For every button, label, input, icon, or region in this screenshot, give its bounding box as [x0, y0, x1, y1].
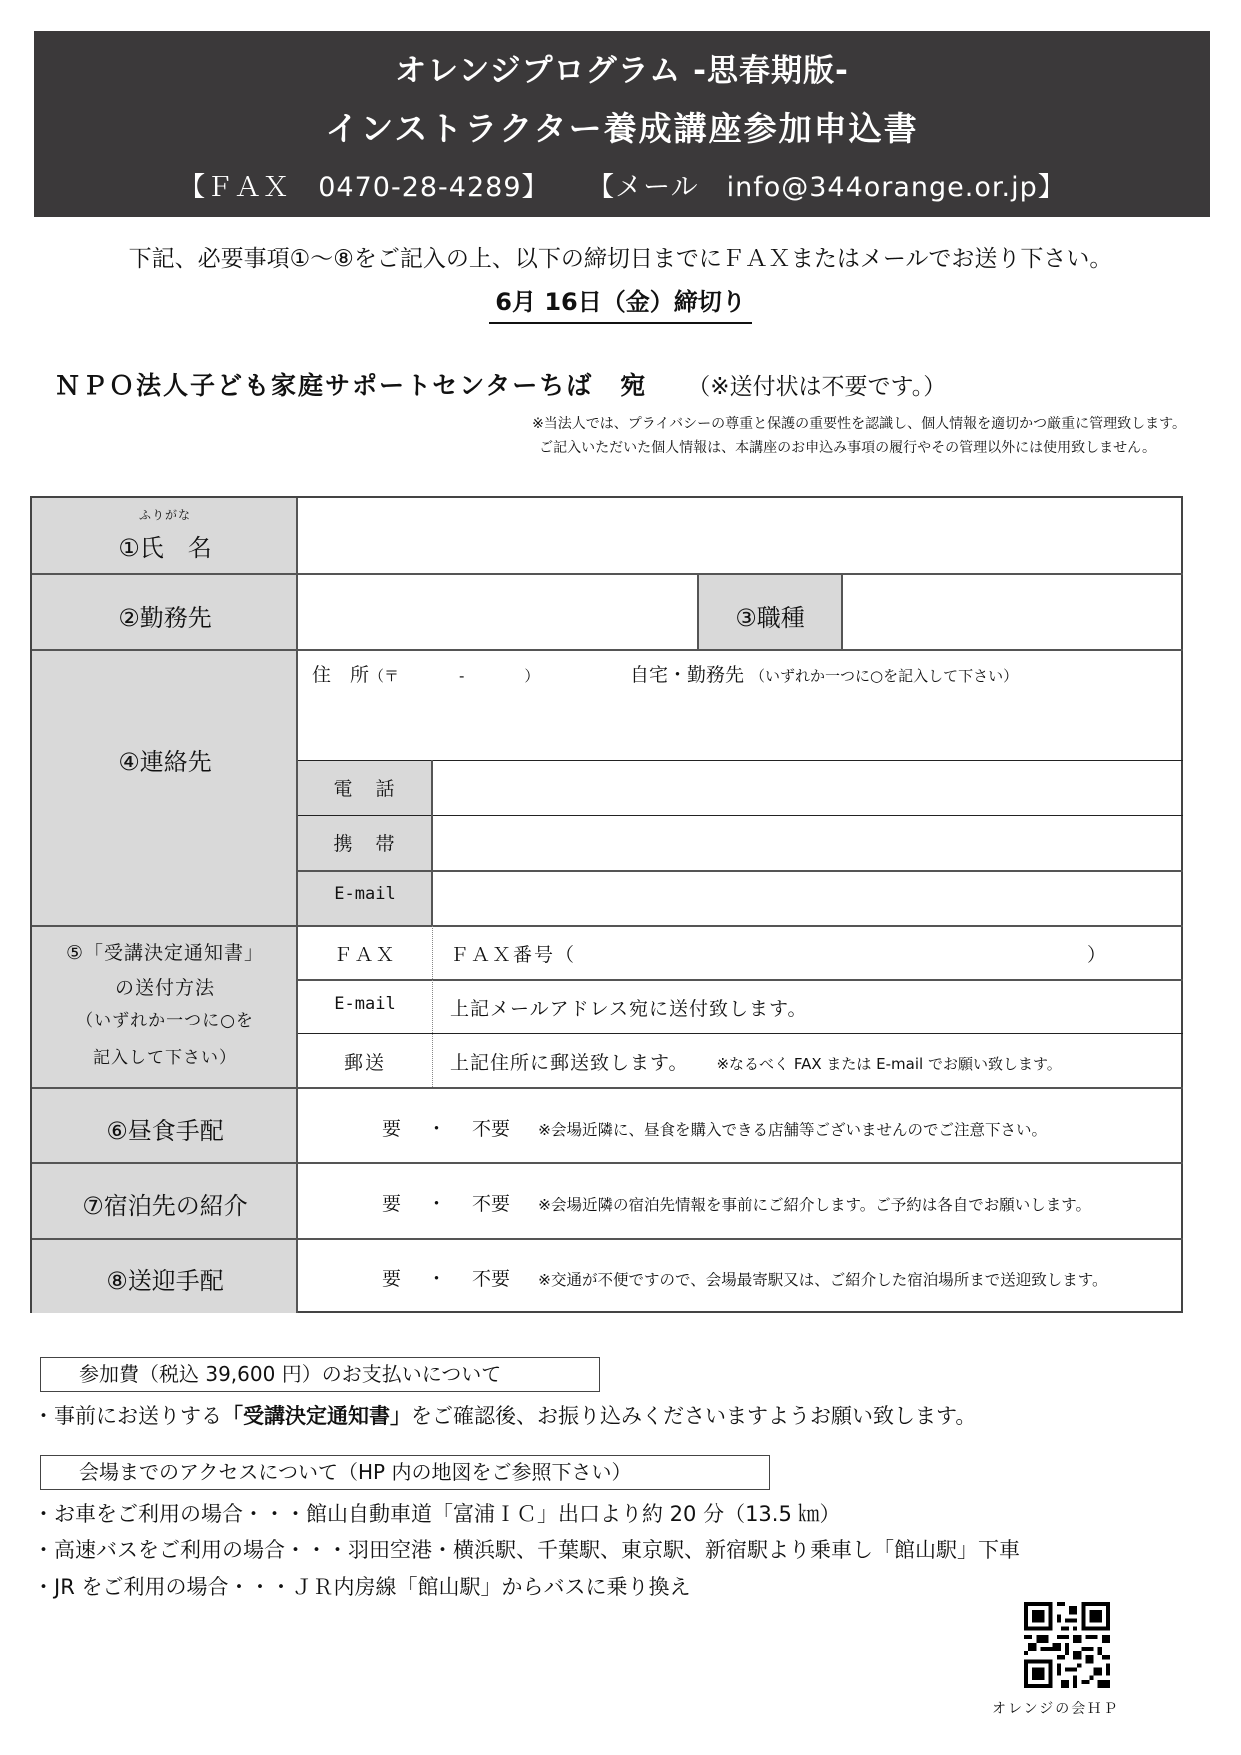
- row-divider: [32, 1162, 1183, 1164]
- separator: ・: [427, 1118, 447, 1140]
- lunch-label: ⑥昼食手配: [106, 1117, 224, 1145]
- delivery-label-1: ⑤「受講決定通知書」: [65, 942, 265, 964]
- addressee: [55, 366, 946, 402]
- home-work-note: （いずれか一つに○を記入して下さい）: [750, 667, 1019, 685]
- payment-line-suffix: をご確認後、お振り込みくださいますようお願い致します。: [411, 1404, 977, 1428]
- access-line-bus: ・高速バスをご利用の場合・・・羽田空港・横浜駅、千葉駅、東京駅、新宿駅より乗車し「館山駅」下車: [33, 1538, 1020, 1562]
- fax-number-field[interactable]: ＦＡＸ番号（: [450, 944, 577, 966]
- delivery-label-2: の送付方法: [114, 977, 215, 999]
- email-input[interactable]: [434, 871, 1183, 925]
- postal-code-field[interactable]: （〒 - ）: [369, 667, 540, 685]
- header-banner: [34, 31, 1210, 217]
- email-address[interactable]: 【メール info@344orange.or.jp】: [587, 172, 1066, 203]
- addressee-note: （※送付状は不要です。）: [687, 374, 947, 400]
- row-divider: [298, 1033, 1183, 1034]
- name-label: ①氏 名: [118, 534, 212, 562]
- access-line-car: ・お車をご利用の場合・・・館山自動車道「富浦ＩＣ」出口より約 20 分（13.5 ㎞）: [33, 1502, 841, 1526]
- contact-label: ④連絡先: [118, 748, 212, 776]
- phone-label: 電 話: [333, 778, 397, 800]
- transport-yes[interactable]: 要: [382, 1268, 402, 1290]
- title-line-2: インストラクター養成講座参加申込書: [325, 109, 919, 148]
- address-label: 住 所: [312, 664, 370, 686]
- workplace-input[interactable]: [298, 575, 696, 649]
- furigana-label: ふりがな: [138, 508, 191, 522]
- qr-code-icon[interactable]: [1024, 1602, 1110, 1688]
- deadline: [0, 282, 1241, 317]
- delivery-label-4: 記入して下さい）: [93, 1048, 237, 1068]
- delivery-mail-main: 上記住所に郵送致します。: [450, 1052, 689, 1074]
- qr-caption: オレンジの会ＨＰ: [992, 1701, 1120, 1717]
- email-label: E-mail: [334, 884, 396, 904]
- fax-number-close: ）: [1087, 944, 1107, 966]
- payment-line: [33, 1400, 976, 1430]
- mobile-label: 携 帯: [333, 833, 397, 855]
- application-form: [30, 496, 1183, 1313]
- workplace-label: ②勤務先: [118, 604, 212, 632]
- mobile-input[interactable]: [434, 816, 1183, 870]
- delivery-mail-note: ※なるべく FAX または E-mail でお願い致します。: [716, 1055, 1062, 1073]
- lodging-yes[interactable]: 要: [382, 1193, 402, 1215]
- col-divider: [432, 926, 433, 1087]
- name-input[interactable]: [298, 498, 1183, 573]
- home-work-label[interactable]: 自宅・勤務先: [630, 664, 745, 686]
- delivery-label-3: （いずれか一つに○を: [76, 1011, 254, 1031]
- delivery-mail-text: [450, 1048, 1062, 1075]
- privacy-note-1: ※当法人では、プライバシーの尊重と保護の重要性を認識し、個人情報を適切かつ厳重に管理致します。: [532, 416, 1186, 432]
- deadline-text: 6月 16日（金）締切り: [489, 288, 751, 324]
- lodging-note: ※会場近隣の宿泊先情報を事前にご紹介します。ご予約は各自でお願いします。: [538, 1196, 1092, 1214]
- lunch-yes[interactable]: 要: [382, 1118, 402, 1140]
- contact-line: [34, 165, 1210, 204]
- addressee-name: ＮＰＯ法人子ども家庭サポートセンターちば 宛: [55, 371, 648, 400]
- separator: ・: [427, 1193, 447, 1215]
- lunch-note: ※会場近隣に、昼食を購入できる店舗等ございませんのでご注意下さい。: [538, 1121, 1048, 1139]
- instructions: 下記、必要事項①～⑧をご記入の上、以下の締切日までにＦＡＸまたはメールでお送り下さい。: [128, 246, 1113, 272]
- address-line[interactable]: [312, 660, 539, 687]
- access-line-jr: ・JR をご利用の場合・・・ＪＲ内房線「館山駅」からバスに乗り換え: [33, 1575, 691, 1599]
- payment-line-bold: 「受講決定通知書」: [222, 1404, 411, 1428]
- row-divider: [32, 925, 1183, 927]
- delivery-method-email[interactable]: E-mail: [334, 994, 396, 1014]
- phone-input[interactable]: [434, 761, 1183, 815]
- access-heading: 会場までのアクセスについて（HP 内の地図をご参照下さい）: [40, 1455, 770, 1490]
- row-divider: [298, 979, 1183, 981]
- transport-no[interactable]: 不要: [472, 1268, 511, 1290]
- separator: ・: [427, 1268, 447, 1290]
- row-divider: [32, 1087, 1183, 1089]
- row-divider: [32, 649, 1183, 651]
- delivery-method-fax[interactable]: ＦＡＸ: [333, 944, 397, 966]
- privacy-note-2: ご記入いただいた個人情報は、本講座のお申込み事項の履行やその管理以外には使用致しません。: [539, 440, 1156, 456]
- payment-line-prefix: ・事前にお送りする: [33, 1404, 222, 1428]
- lunch-choice[interactable]: [382, 1114, 1047, 1141]
- delivery-email-text: 上記メールアドレス宛に送付致します。: [450, 998, 808, 1020]
- delivery-method-mail[interactable]: 郵送: [343, 1052, 386, 1074]
- transport-choice[interactable]: [382, 1264, 1108, 1291]
- transport-label: ⑧送迎手配: [106, 1267, 224, 1295]
- home-work-choice[interactable]: [630, 660, 1018, 687]
- lunch-no[interactable]: 不要: [472, 1118, 511, 1140]
- transport-note: ※交通が不便ですので、会場最寄駅又は、ご紹介した宿泊場所まで送迎致します。: [538, 1271, 1108, 1289]
- occupation-label: ③職種: [735, 604, 805, 632]
- payment-heading: 参加費（税込 39,600 円）のお支払いについて: [40, 1357, 600, 1392]
- title-line-1: オレンジプログラム -思春期版-: [395, 53, 849, 89]
- row-divider: [32, 1238, 1183, 1240]
- occupation-input[interactable]: [843, 575, 1183, 649]
- fax-number: 【ＦＡＸ 0470-28-4289】: [178, 172, 550, 203]
- lodging-choice[interactable]: [382, 1189, 1091, 1216]
- lodging-label: ⑦宿泊先の紹介: [82, 1192, 248, 1220]
- lodging-no[interactable]: 不要: [472, 1193, 511, 1215]
